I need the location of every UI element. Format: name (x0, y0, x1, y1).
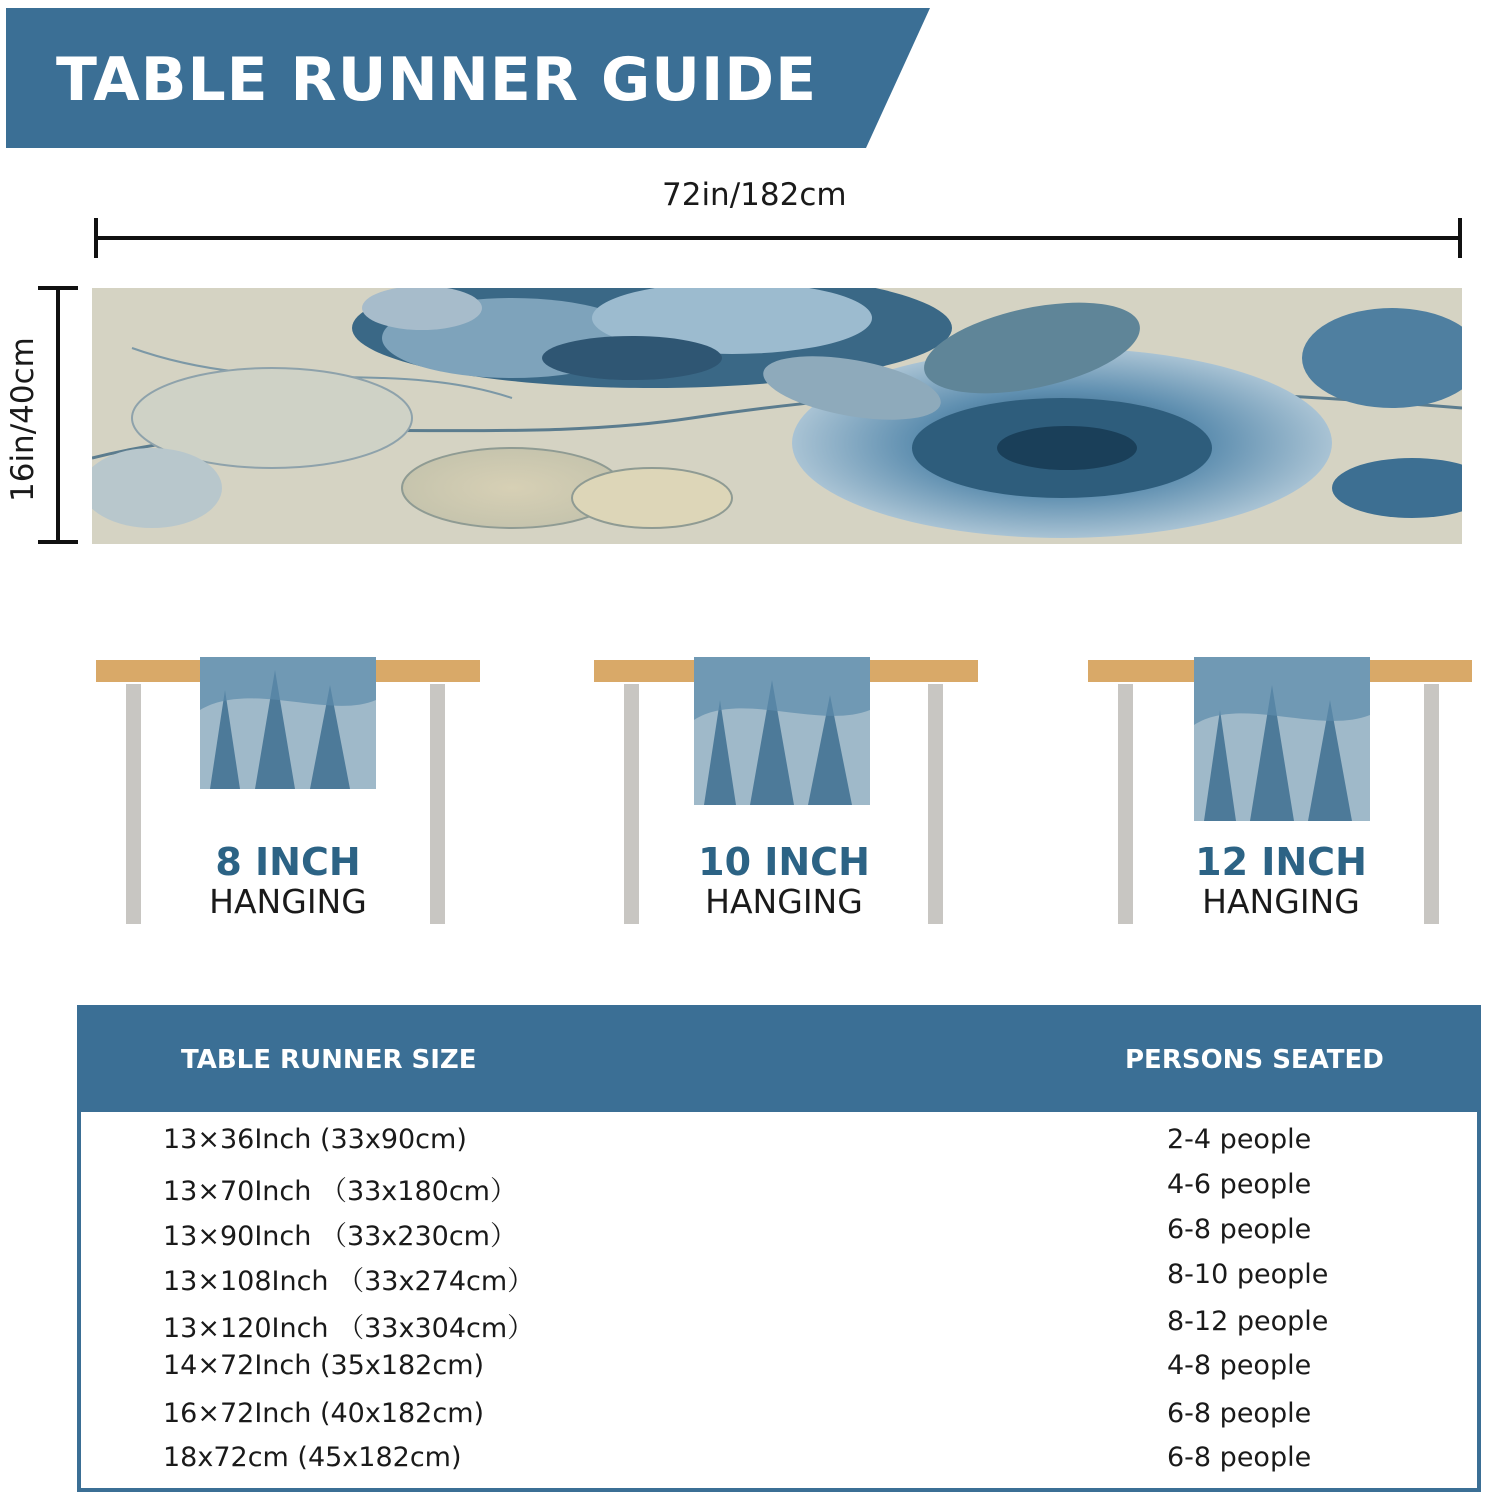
height-dimension-line (34, 284, 80, 548)
row-size: 13×90Inch （33x230cm） (163, 1221, 517, 1252)
row-size: 16×72Inch (40x182cm) (163, 1398, 485, 1429)
table-row (81, 1306, 1477, 1346)
hanging-amount-8: 8 INCH (215, 840, 361, 884)
table-row (81, 1259, 1477, 1299)
row-persons: 6-8 people (1167, 1442, 1312, 1473)
width-dimension-line (90, 214, 1470, 260)
size-table (77, 1005, 1481, 1492)
row-persons: 6-8 people (1167, 1214, 1312, 1245)
table-row (81, 1398, 1477, 1438)
row-persons: 8-12 people (1167, 1306, 1329, 1337)
height-dimension-label: 16in/40cm (5, 337, 41, 502)
size-table-header (81, 1009, 1477, 1112)
banner-title: TABLE RUNNER GUIDE (56, 45, 818, 115)
row-size: 13×120Inch （33x304cm） (163, 1313, 535, 1344)
row-persons: 4-6 people (1167, 1169, 1312, 1200)
hanging-label-10: HANGING (705, 882, 863, 921)
hanging-label-8: HANGING (209, 882, 367, 921)
row-persons: 8-10 people (1167, 1259, 1329, 1290)
row-size: 18x72cm (45x182cm) (163, 1442, 462, 1473)
row-size: 13×108Inch （33x274cm） (163, 1266, 535, 1297)
hanging-amount-12: 12 INCH (1195, 840, 1367, 884)
row-size: 13×70Inch （33x180cm） (163, 1176, 517, 1207)
table-row (81, 1169, 1477, 1209)
table-row (81, 1442, 1477, 1482)
title-banner (6, 8, 930, 148)
hanging-label-12: HANGING (1202, 882, 1360, 921)
row-persons: 2-4 people (1167, 1124, 1312, 1155)
row-persons: 6-8 people (1167, 1398, 1312, 1429)
runner-floral-image (92, 288, 1462, 544)
table-row (81, 1350, 1477, 1390)
row-size: 14×72Inch (35x182cm) (163, 1350, 485, 1381)
table-row (81, 1124, 1477, 1164)
width-dimension-label: 72in/182cm (662, 177, 847, 213)
hanging-amount-10: 10 INCH (698, 840, 870, 884)
header-runner-size: TABLE RUNNER SIZE (181, 1045, 477, 1075)
row-persons: 4-8 people (1167, 1350, 1312, 1381)
table-row (81, 1214, 1477, 1254)
header-persons-seated: PERSONS SEATED (1125, 1045, 1384, 1075)
row-size: 13×36Inch (33x90cm) (163, 1124, 467, 1155)
